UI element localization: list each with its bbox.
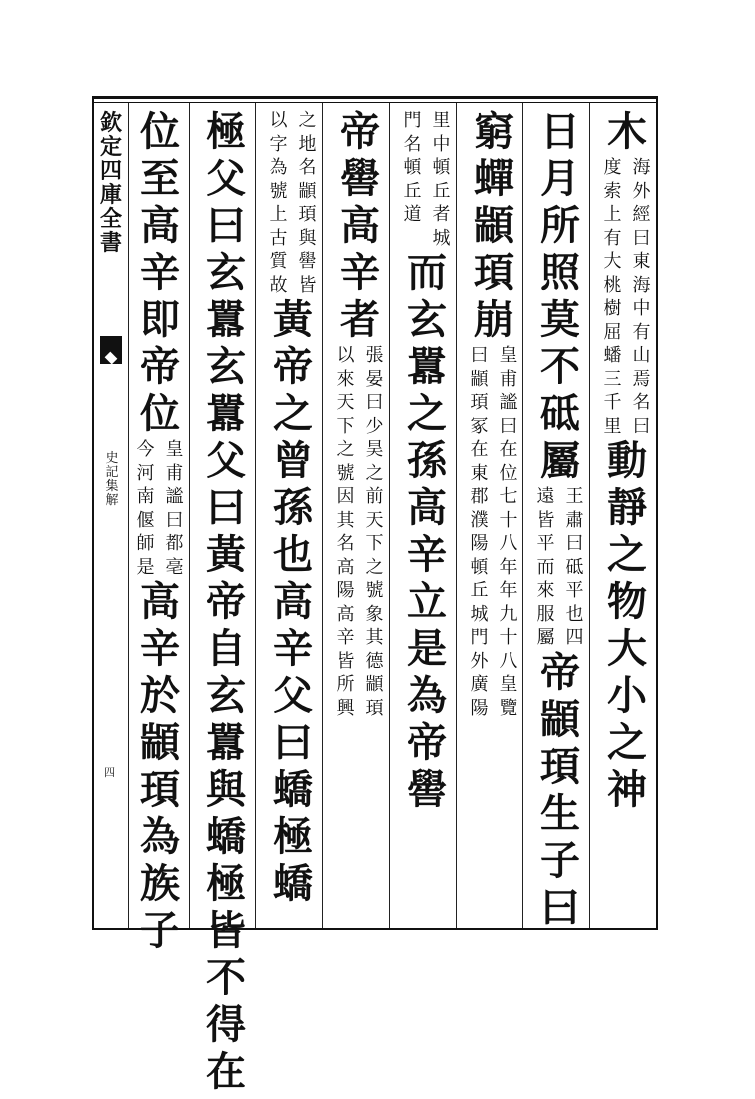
column-rule [255,103,256,928]
main-text-run: 木 [607,108,647,155]
commentary-subcolumn: 以 來 天 下 之 號 因 其 名 高 陽 高 辛 皆 所 興 [336,345,355,719]
margin-chapter-title: 史 記 集 解 [105,451,119,508]
margin-divider [128,103,129,928]
main-text-run: 日 月 所 照 莫 不 砥 屬 [540,108,580,484]
column-rule [389,103,390,928]
column-rule [322,103,323,928]
commentary-subcolumn: 皇 甫 謐 曰 都 亳 [165,439,184,578]
main-text-run: 帝 顓 頊 生 子 曰 [540,648,580,931]
commentary-subcolumn: 皇 甫 謐 曰 在 位 七 十 八 年 年 九 十 八 皇 覽 [499,345,518,719]
commentary-subcolumn: 曰 顓 頊 冢 在 東 郡 濮 陽 頓 丘 城 門 外 廣 陽 [470,345,489,719]
commentary-subcolumn: 海 外 經 曰 東 海 中 有 山 焉 名 曰 [632,157,651,437]
margin-book-title: 欽 定 四 庫 全 書 [99,110,122,256]
main-text-run: 高 辛 於 顓 頊 為 族 子 [140,578,180,954]
commentary-subcolumn: 門 名 頓 丘 道 [403,110,422,225]
commentary-subcolumn: 張 晏 曰 少 昊 之 前 天 下 之 號 象 其 德 顓 頊 [365,345,384,719]
column-rule [456,103,457,928]
column-rule [589,103,590,928]
main-text-run: 黃 帝 之 曾 孫 也 高 辛 父 曰 蟜 極 蟜 [273,296,313,907]
commentary-subcolumn: 度 索 上 有 大 桃 樹 屈 蟠 三 千 里 [603,157,622,437]
frame-right-border [656,96,658,930]
commentary-subcolumn: 以 字 為 號 上 古 質 故 [269,110,288,296]
main-text-run: 帝 嚳 高 辛 者 [340,108,380,343]
commentary-subcolumn: 里 中 頓 丘 者 城 [432,110,451,249]
commentary-subcolumn: 王 肅 曰 砥 平 也 四 [565,486,584,648]
frame-left-border [92,96,94,930]
frame-top-border [92,96,658,99]
commentary-subcolumn: 今 河 南 偃 師 是 [136,439,155,578]
commentary-subcolumn: 遠 皆 平 而 來 服 屬 [536,486,555,648]
main-text-run: 極 父 曰 玄 囂 玄 囂 父 曰 黃 帝 自 玄 囂 與 蟜 極 皆 不 得 在 [206,108,246,1095]
main-text-run: 窮 蟬 顓 頊 崩 [474,108,514,343]
frame-top-inner-border [92,102,658,103]
main-text-run: 位 至 高 辛 即 帝 位 [140,108,180,437]
main-text-run: 動 靜 之 物 大 小 之 神 [607,437,647,813]
commentary-subcolumn: 之 地 名 顓 頊 與 嚳 皆 [298,110,317,296]
margin-page-number: 四 [104,766,115,779]
column-rule [189,103,190,928]
main-text-run: 而 玄 囂 之 孫 高 辛 立 是 為 帝 嚳 [407,249,447,813]
